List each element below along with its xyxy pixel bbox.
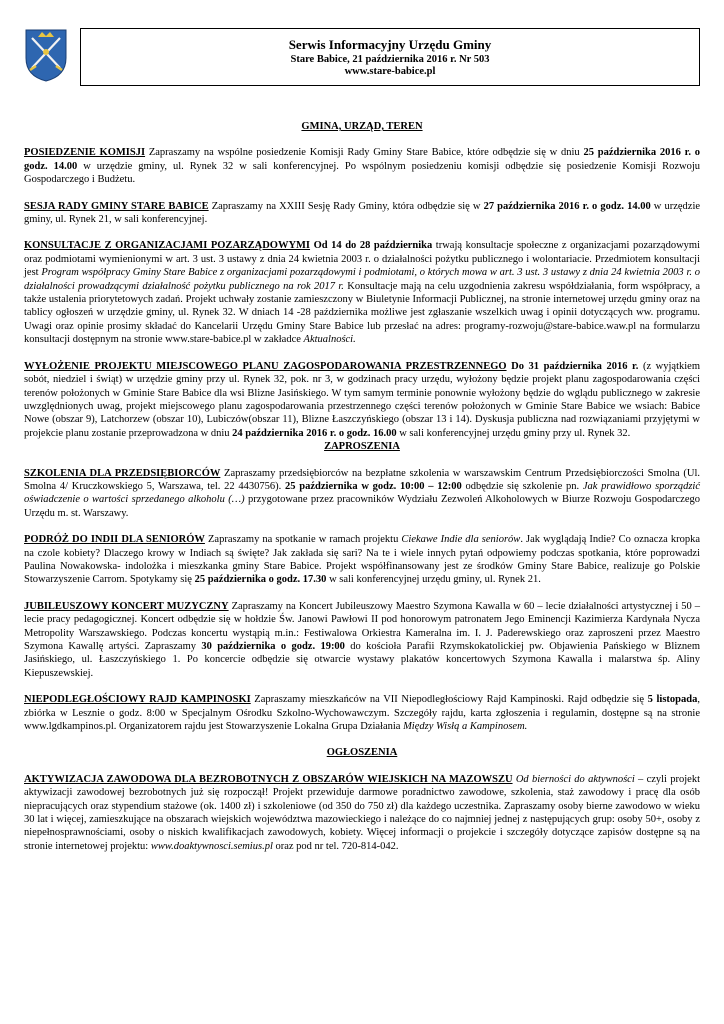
article-aktywizacja [24, 773, 700, 853]
article-italic: Aktualności. [303, 334, 356, 346]
content [24, 120, 700, 853]
article-heading: JUBILEUSZOWY KONCERT MUZYCZNY [24, 600, 229, 612]
article-date: 30 października o godz. 19:00 [201, 641, 345, 652]
article-posiedzenie-komisji [24, 146, 700, 186]
article-date: 25 października 2016 r. o godz. 14.00 [24, 147, 700, 172]
section-title-zaproszenia: ZAPROSZENIA [324, 441, 400, 453]
article-text: Zapraszamy przedsiębiorców na bezpłatne szkolenia w warszawskim Centrum Przedsiębiorczości Smolna (Ul. Smolna 4/ Kruczkowskiego 5, Warszawa, tel. 22 4430756). [24, 467, 700, 492]
article-date: Od 14 do 28 października [310, 240, 433, 252]
article-text: , zbiórka w Lesznie o godz. 8:00 w Specjalnym Ośrodku Szkolno-Wychowawczym. Szczegóły rajdu, karta zgłoszenia i regulamin, dostępne są na stronie www.lgdkampinos.pl. Organizatorem rajdu jest Stowarzyszenie Lokalna Grupa Działania [24, 694, 700, 733]
article-italic: Między Wisłą a Kampinosem. [403, 721, 528, 733]
article-link: www.doaktywnosci.semius.pl [150, 840, 273, 852]
article-heading: KONSULTACJE Z ORGANIZACJAMI POZARZĄDOWYMI [24, 240, 311, 252]
article-sesja-rady-gminy [24, 200, 700, 227]
article-podroz-do-indii [24, 533, 700, 587]
header-website: www.stare-babice.pl [344, 66, 436, 77]
article-text: do kościoła Parafii Rzymskokatolickiej pw. Objawienia Pańskiego w Bliznem Jasińskiego, ul. Łaszczyńskiego 1. Po koncercie odbędzie się otwarcie wystawy plakatów koncertowych Szymona Kawalla i malarstwa śp. Aliny Kiepuszewskiej. [24, 641, 700, 679]
article-heading: SESJA RADY GMINY STARE BABICE [24, 200, 209, 212]
article-heading: AKTYWIZACJA ZAWODOWA DLA BEZROBOTNYCH Z OBSZARÓW WIEJSKICH NA MAZOWSZU [24, 773, 513, 785]
article-italic: Od bierności do aktywności – [512, 773, 644, 785]
article-text: (z wyjątkiem sobót, niedziel i świąt) w urzędzie gminy przy ul. Rynek 32, pok. nr 3, w godzinach pracy urzędu, wyłożony będzie projekt planu zagospodarowania części terenów położonych w Gminie Stare Babice dla wsi Blizne Jasińskiego. W tym samym terminie ponownie wyłożony będzie do wglądu publicznego w zakresie uwzględnionych uwag, projekt miejscowego planu zagospodarowania przestrzennego części terenów położonych w Gminie Stare Babice we wsiach: Babice Nowe (obszar 9), Latchorzew (obszar 10), Lubiczów(obszar 11), Blizne Łaszczyńskiego (obszar 13 i 14). Dyskusja publiczna nad rozwiązaniami przyjętymi w projekcie planu zostanie przeprowadzona w dniu [24, 360, 701, 439]
section-title-ogloszenia: OGŁOSZENIA [326, 747, 398, 759]
article-text: trwają konsultacje społeczne z organizacjami pozarządowymi oraz podmiotami wymienionymi w art. 3 ust. 3 ustawy z dnia 24 kwietnia 2003 r. o działalności pożytku publicznego i wolontariacie. Przedmiotem konsultacji jest [24, 240, 700, 279]
article-text: w sali konferencyjnej urzędu gminy przy ul. Rynek 32. [396, 427, 631, 439]
section-title-gmina: GMINA, URZĄD, TEREN [301, 121, 423, 132]
article-italic: Jak prawidłowo sporządzić oświadczenie o wartości sprzedanego alkoholu (…) [24, 480, 701, 506]
article-date: 24 października 2016 r. o godz. 16.00 [232, 427, 397, 439]
article-date: 5 listopada [647, 694, 698, 706]
article-text: odbędzie się szkolenie pn. [461, 480, 583, 492]
article-date: 25 października o godz. 17.30 [194, 574, 327, 586]
header-title: Serwis Informacyjny Urzędu Gminy [288, 37, 492, 52]
article-text: w urzędzie gminy, ul. Rynek 32 w sali konferencyjnej. Po wspólnym posiedzeniu komisji odbędzie się posiedzenie Komisji Rozwoju Gospodarczego i Budżetu. [24, 160, 700, 186]
article-italic: Program współpracy Gminy Stare Babice z organizacjami pozarządowymi i podmiotami, o których mowa w art. 3 ust. 3 ustawy z dnia 24 kwietnia 2003 r. o działalności prowadzącymi działalność pożytku publicznego na rok 2017 r. [24, 267, 700, 292]
article-wylozenie-projektu [24, 360, 700, 440]
article-text: w urzędzie gminy, ul. Rynek 21, w sali konferencyjnej. [24, 200, 701, 226]
header [24, 28, 700, 92]
article-rajd-kampinoski [24, 693, 700, 733]
article-date: 25 października w godz. 10:00 – 12:00 [285, 480, 462, 492]
article-text: Zapraszamy na Koncert Jubileuszowy Maestro Szymona Kawalla w 60 – lecie działalności artystycznej i 50 – lecie pracy pedagogicznej. Koncert odbędzie się w hołdzie Św. Janowi Pawłowi II pod honorowym patronatem Jego Eminencji Kazimierza Kardynała Nycza Metropolity Warszawskiego. Podczas koncertu wystąpią m.in.: Festiwalowa Orkiestra Kameralna im. I. J. Paderewskiego oraz zaproszeni przez Maestro Szymona Kawallę artyści. Zapraszamy [24, 600, 700, 652]
article-text: oraz pod nr tel. 720-814-042. [272, 840, 399, 852]
article-text: Zapraszamy na spotkanie w ramach projektu [204, 534, 402, 546]
article-szkolenia [24, 467, 700, 521]
article-text: Zapraszamy na XXIII Sesję Rady Gminy, która odbędzie się w [208, 200, 484, 212]
article-text: Konsultacje mają na celu uzgodnienia zakresu współdziałania, form współpracy, a także ustalenia priorytetowych zadań. Projekt uchwały zostanie zamieszczony w Biuletynie Informacji Publicznej, na stronie internetowej urzędu gminy oraz na tablicy ogłoszeń w urzędzie gminy, ul. Rynek 32. W dniach 14 -28 października możliwe jest zgłaszanie wszelkich uwag i opinii dotyczących ww. programu. Uwagi oraz opinie prosimy składać do Kancelarii Urzędu Gminy Stare Babice lub przesłać na adres: programy-rozwoju@stare-babice.waw.pl na formularzu konsultacji dostępnym na stronie www.stare-babice.pl w zakładce [24, 280, 700, 346]
article-date: 27 października 2016 r. o godz. 14.00 [483, 200, 651, 212]
article-text: . Jak wyglądają Indie? Co oznacza kropka na czole kobiety? Dlaczego krowy w Indiach są święte? Jak zakłada się sari? Na te i wiele innych pytań odpowiemy podczas spotkania, które poprowadzi Paulina Nowakowska- indolożka i mieszkanka gminy Stare Babice. Projekt współfinansowany jest ze środków Gminy Stare Babice, realizuje go Polskie Stowarzyszenie Carrom. Spotykamy się [24, 534, 700, 586]
article-konsultacje [24, 239, 700, 346]
article-text: Zapraszamy na wspólne posiedzenie Komisji Rady Gminy Stare Babice, które odbędzie się w dniu [145, 147, 584, 159]
coat-of-arms-icon [24, 28, 68, 82]
article-koncert [24, 600, 700, 680]
article-heading: WYŁOŻENIE PROJEKTU MIEJSCOWEGO PLANU ZAGOSPODAROWANIA PRZESTRZENNEGO [24, 360, 507, 372]
article-text: przygotowane przez pracowników Wydziału Zezwoleń Alkoholowych w Biurze Rozwoju Gospodarczego Urzędu m. st. Warszawy. [24, 494, 700, 519]
article-text: czyli projekt aktywizacji zawodowej bezrobotnych już się rozpoczął! Projekt przewiduje darmowe poradnictwo zawodowe, szkolenia, staż zawodowy i pracę dla osób niepracujących oraz stypendium stażowe (ok. 1400 zł) i szkoleniowe (od 350 do 750 zł) dla każdego uczestnika. Zapraszamy osoby bierne zawodowo w wieku 30 lat i więcej, zamieszkujące na obszarach wiejskich województwa mazowieckiego i należące do co najmniej jednej z następujących grup: osoby 50+, osoby z niepełnosprawnościami, osoby o niskich kwalifikacjach zawodowych, kobiety. Więcej informacji o projekcie i szczegóły dotyczące zapisów dostępne są na stronie internetowej projektu: [24, 773, 700, 852]
article-text: w sali konferencyjnej urzędu gminy, ul. Rynek 21. [326, 574, 541, 586]
article-italic: Ciekawe Indie dla seniorów [401, 534, 521, 546]
article-heading: POSIEDZENIE KOMISJI [24, 147, 146, 159]
header-box [80, 28, 700, 86]
header-date-issue: Stare Babice, 21 października 2016 r. Nr 503 [290, 54, 490, 65]
article-heading: PODRÓŻ DO INDII DLA SENIORÓW [24, 534, 205, 546]
page [24, 28, 700, 866]
article-heading: NIEPODLEGŁOŚCIOWY RAJD KAMPINOSKI [24, 694, 251, 706]
article-text: Zapraszamy mieszkańców na VII Niepodległościowy Rajd Kampinoski. Rajd odbędzie się [250, 694, 648, 706]
article-heading: SZKOLENIA DLA PRZEDSIĘBIORCÓW [24, 467, 221, 479]
article-date: Do 31 października 2016 r. [506, 360, 639, 372]
